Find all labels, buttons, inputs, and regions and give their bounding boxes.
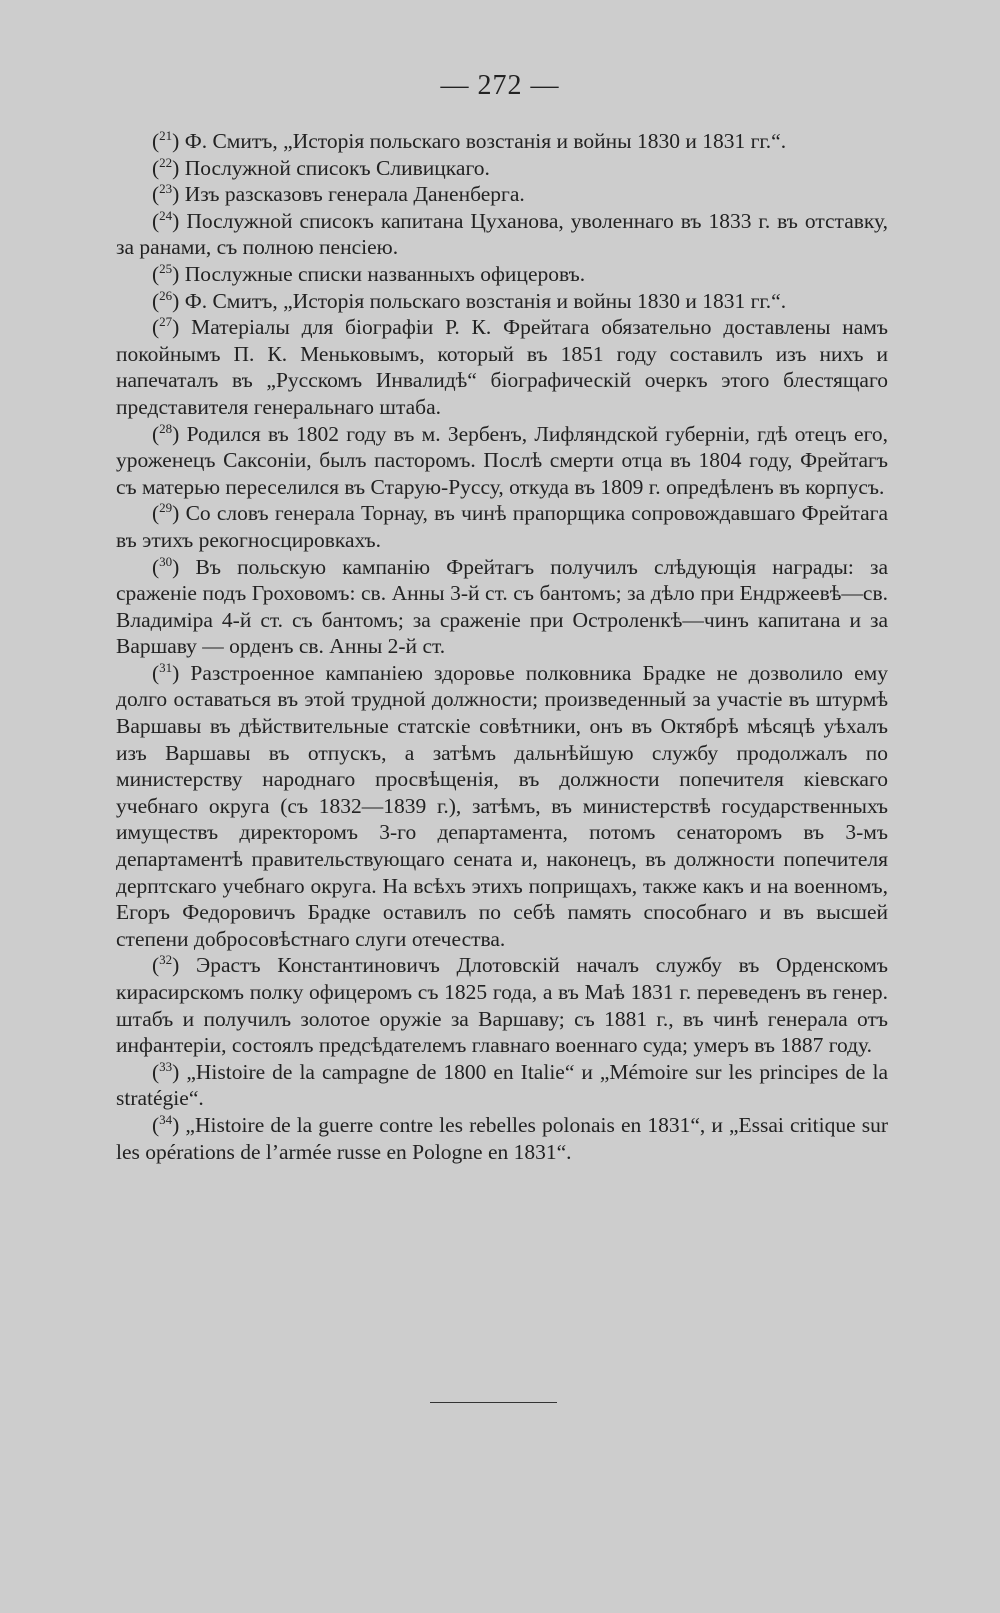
footnote: ($^{23}$) Изъ разсказовъ генерала Даненберга. xyxy=(152,181,525,207)
footnote: ($^{25}$) Послужные списки названныхъ офицеровъ. xyxy=(152,260,586,286)
footnote-number: 27 xyxy=(159,314,173,329)
footnote-number: 31 xyxy=(159,659,173,675)
footnote-number: 22 xyxy=(159,154,173,170)
footnote: ($^{34}$) „Histoire de la guerre contre les rebelles polonais en 1831“, и „Essai critique sur les opérations de l’armée russe en Pologne en 1831“. xyxy=(116,1111,888,1164)
footnote-number: 30 xyxy=(159,553,173,569)
end-rule xyxy=(430,1402,557,1403)
footnote: ($^{32}$) Эрастъ Константиновичъ Длотовскій началъ службу въ Орденскомъ кирасирскомъ полку офицеромъ съ 1825 года, а въ Маѣ 1831 г. переведенъ въ генер. штабъ и получилъ золотое оружіе за Варшаву; съ 1881 г., въ чинѣ генерала отъ инфантеріи, состоялъ предсѣдателемъ главнаго военнаго суда; умеръ въ 1887 году. xyxy=(116,952,888,1058)
footnote: ($^{30}$) Въ польскую кампанію Фрейтагъ получилъ слѣдующія награды: за сраженіе подъ Гроховомъ: св. Анны 3-й ст. съ бантомъ; за дѣло при Ендржеевѣ—св. Владиміра 4-й ст. съ бантомъ; за сраженіе при Остроленкѣ—чинъ капитана и за Варшаву — орденъ св. Анны 2-й ст. xyxy=(116,553,888,659)
footnote-text: Ф. Смитъ, „Исторія польскаго возстанія и войны 1830 и 1831 гг.“. xyxy=(184,288,787,313)
footnote-text: Эрастъ Константиновичъ Длотовскій началъ службу въ Орденскомъ кирасирскомъ полку офицеромъ съ 1825 года, а въ Маѣ 1831 г. переведенъ въ генер. штабъ и получилъ золотое оружіе за Варшаву; съ 1881 г., въ чинѣ генерала отъ инфантеріи, состоялъ предсѣдателемъ главнаго военнаго суда; умеръ въ 1887 году. xyxy=(116,953,888,1058)
page-number: — 272 — xyxy=(440,70,560,101)
footnote: ($^{26}$) Ф. Смитъ, „Исторія польскаго возстанія и войны 1830 и 1831 гг.“. xyxy=(152,287,787,313)
footnote-number: 23 xyxy=(159,181,173,197)
footnote: ($^{28}$) Родился въ 1802 году въ м. Зербенъ, Лифляндской губерніи, гдѣ отецъ его, уроженецъ Саксоніи, былъ пасторомъ. Послѣ смерти отца въ 1804 году, Фрейтагъ съ матерью переселился въ Старую-Руссу, откуда въ 1809 г. опредѣленъ въ корпусъ. xyxy=(116,420,888,499)
footnote-text: Въ польскую кампанію Фрейтагъ получилъ слѣдующія награды: за сраженіе подъ Гроховомъ: св. Анны 3-й ст. съ бантомъ; за дѣло при Ендржеевѣ—св. Владиміра 4-й ст. съ бантомъ; за сраженіе при Остроленкѣ—чинъ капитана и за Варшаву — орденъ св. Анны 2-й ст. xyxy=(116,554,888,659)
footnote-text: „Histoire de la campagne de 1800 en Italie“ и „Mémoire sur les principes de la stratégie“. xyxy=(116,1059,888,1111)
footnote: ($^{21}$) Ф. Смитъ, „Исторія польскаго возстанія и войны 1830 и 1831 гг.“. xyxy=(152,127,787,153)
footnote-text: Изъ разсказовъ генерала Даненберга. xyxy=(184,182,525,207)
footnote-text: Со словъ генерала Торнау, въ чинѣ прапорщика сопровождавшаго Фрейтага въ этихъ рекогносцировкахъ. xyxy=(116,501,888,552)
footnote-text: Матеріалы для біографіи Р. К. Фрейтага обязательно доставлены намъ покойнымъ П. К. Меньковымъ, который въ 1851 году составилъ изъ нихъ и напечаталъ въ „Русскомъ Инвалидѣ“ біографическій очеркъ этого блестящаго представителя генеральнаго штаба. xyxy=(116,315,888,419)
footnote-text: Разстроенное кампаніею здоровье полковника Брадке не дозволило ему долго оставаться въ этой трудной должности; произведенный за участіе въ штурмѣ Варшавы въ дѣйствительные статскіе совѣтники, онъ въ Октябрѣ мѣсяцѣ уѣхалъ изъ Варшавы въ отпускъ, а затѣмъ дальнѣйшую службу продолжалъ по министерству народнаго просвѣщенія, въ должности попечителя кіевскаго учебнаго округа (съ 1832—1839 г.), затѣмъ, въ министерствѣ государственныхъ имуществъ директоромъ 3-го департамента, потомъ сенаторомъ въ 3-мъ департаментѣ правительствующаго сената и, наконецъ, въ должности попечителя дерптскаго учебнаго округа. На всѣхъ этихъ поприщахъ, также какъ и на военномъ, Егоръ Федоровичъ Брадке оставилъ по себѣ память способнаго и въ высшей степени добросовѣстнаго слуги отечества. xyxy=(116,660,888,951)
footnote: ($^{22}$) Послужной списокъ Сливицкаго. xyxy=(152,154,490,180)
footnote-text: „Histoire de la guerre contre les rebelles polonais en 1831“, и „Essai critique sur les opérations de l’armée russe en Pologne en 1831“. xyxy=(116,1112,888,1164)
footnote-text: Послужной списокъ Сливицкаго. xyxy=(184,155,490,180)
footnote: ($^{24}$) Послужной списокъ капитана Цуханова, уволеннаго въ 1833 г. въ отставку, за ранами, съ полною пенсіею. xyxy=(116,207,888,260)
footnote-number: 28 xyxy=(159,420,173,436)
footnote: ($^{27}$) Матеріалы для біографіи Р. К. Фрейтага обязательно доставлены намъ покойнымъ П. К. Меньковымъ, который въ 1851 году составилъ изъ нихъ и напечаталъ въ „Русскомъ Инвалидѣ“ біографическій очеркъ этого блестящаго представителя генеральнаго штаба. xyxy=(116,314,888,419)
footnote-text: Послужные списки названныхъ офицеровъ. xyxy=(184,261,586,286)
footnote: ($^{33}$) „Histoire de la campagne de 1800 en Italie“ и „Mémoire sur les principes de la stratégie“. xyxy=(116,1058,888,1111)
footnote-number: 21 xyxy=(159,127,173,143)
footnote-text: Родился въ 1802 году въ м. Зербенъ, Лифляндской губерніи, гдѣ отецъ его, уроженецъ Саксоніи, былъ пасторомъ. Послѣ смерти отца въ 1804 году, Фрейтагъ съ матерью переселился въ Старую-Руссу, откуда въ 1809 г. опредѣленъ въ корпусъ. xyxy=(116,421,888,499)
footnote-number: 34 xyxy=(159,1111,173,1127)
footnote-number: 29 xyxy=(159,500,173,516)
footnote-text: Послужной списокъ капитана Цуханова, уволеннаго въ 1833 г. въ отставку, за ранами, съ полною пенсіею. xyxy=(116,208,888,260)
footnote-number: 33 xyxy=(159,1058,173,1074)
footnote: ($^{29}$) Со словъ генерала Торнау, въ чинѣ прапорщика сопровождавшаго Фрейтага въ этихъ рекогносцировкахъ. xyxy=(116,500,888,552)
footnote-text: Ф. Смитъ, „Исторія польскаго возстанія и войны 1830 и 1831 гг.“. xyxy=(184,129,787,153)
footnote-number: 26 xyxy=(159,287,173,303)
footnote-number: 24 xyxy=(159,207,173,223)
footnote: ($^{31}$) Разстроенное кампаніею здоровье полковника Брадке не дозволило ему долго оставаться въ этой трудной должности; произведенный за участіе въ штурмѣ Варшавы въ дѣйствительные статскіе совѣтники, онъ въ Октябрѣ мѣсяцѣ уѣхалъ изъ Варшавы въ отпускъ, а затѣмъ дальнѣйшую службу продолжалъ по министерству народнаго просвѣщенія, въ должности попечителя кіевскаго учебнаго округа (съ 1832—1839 г.), затѣмъ, въ министерствѣ государственныхъ имуществъ директоромъ 3-го департамента, потомъ сенаторомъ въ 3-мъ департаментѣ правительствующаго сената и, наконецъ, въ должности попечителя дерптскаго учебнаго округа. На всѣхъ этихъ поприщахъ, также какъ и на военномъ, Егоръ Федоровичъ Брадке оставилъ по себѣ память способнаго и въ высшей степени добросовѣстнаго слуги отечества. xyxy=(116,659,888,951)
footnote-number: 32 xyxy=(159,952,173,968)
footnotes xyxy=(116,128,888,1165)
footnote-number: 25 xyxy=(159,260,173,276)
